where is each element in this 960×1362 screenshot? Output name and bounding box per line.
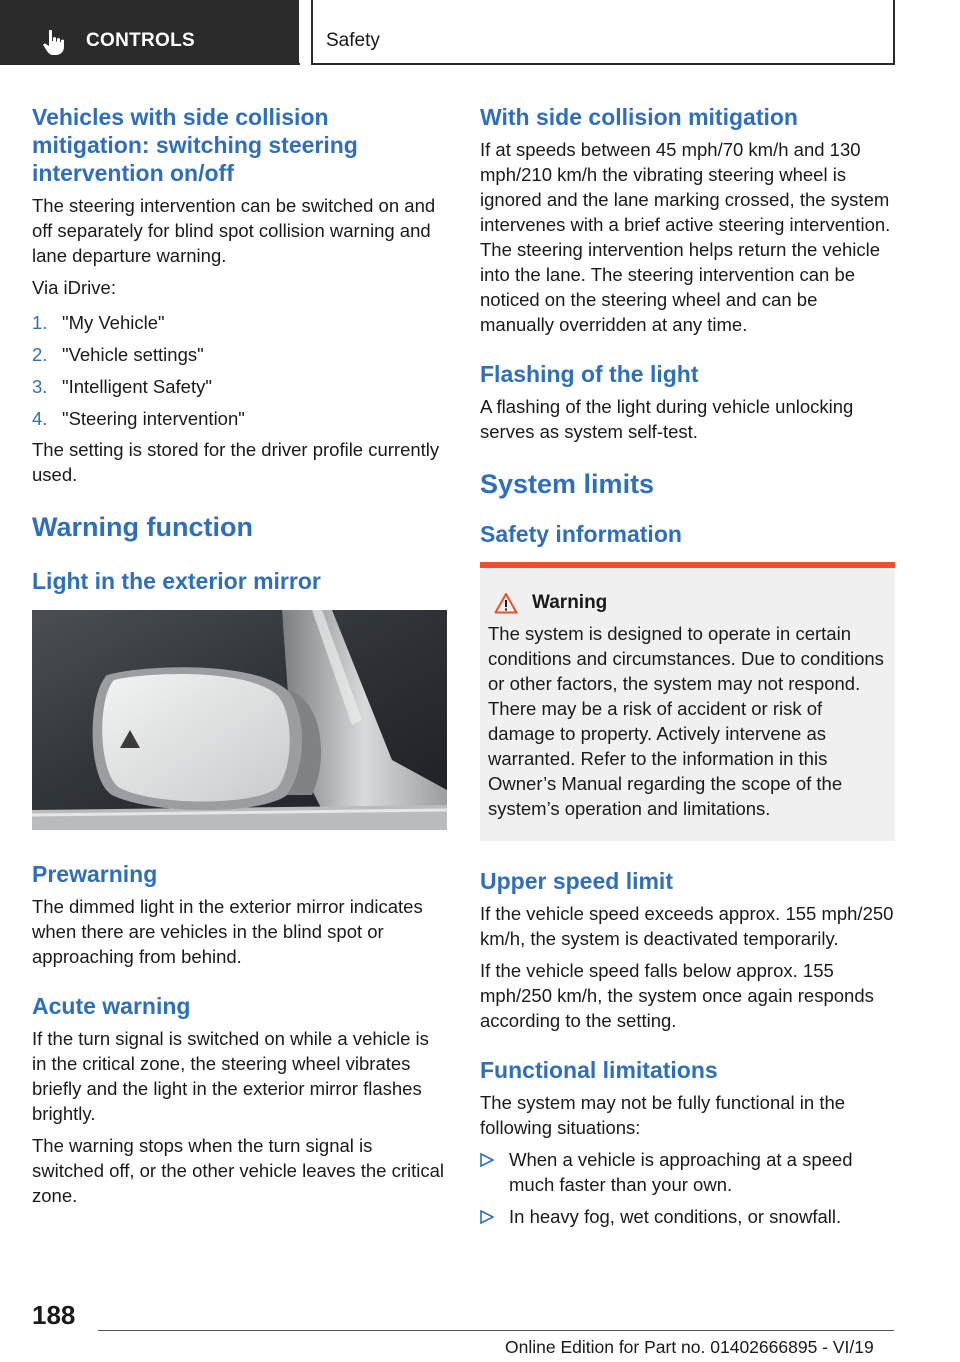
list-item [32, 374, 446, 399]
step-number: 4. [32, 408, 48, 429]
bullet-triangle-icon [480, 1153, 494, 1167]
paragraph-functional-limitations: The system may not be fully functional in the following situations: [480, 1092, 846, 1138]
paragraph-warning-stops: The warning stops when the turn signal is switched off, or the other vehicle leaves the critical zone. [32, 1135, 445, 1206]
limitation-text: In heavy fog, wet conditions, or snowfall. [509, 1206, 842, 1227]
header-tab-label: CONTROLS [86, 30, 196, 51]
heading-side-collision: With side collision mitigation [480, 104, 798, 130]
heading-steering-intervention: Vehicles with side collision mitigation: switching steering intervention on/off [32, 104, 358, 186]
heading-warning-function: Warning function [32, 512, 253, 542]
warning-header [488, 592, 887, 614]
warning-title: Warning [532, 592, 608, 613]
step-text: "Intelligent Safety" [62, 376, 212, 397]
limitations-list [480, 1147, 895, 1229]
paragraph-via-idrive: Via iDrive: [32, 277, 116, 298]
warning-box [480, 562, 895, 841]
header-edge [893, 0, 895, 65]
limitation-text: When a vehicle is approaching at a speed much faster than your own. [509, 1149, 853, 1195]
heading-acute-warning: Acute warning [32, 993, 191, 1019]
exterior-mirror-image [32, 610, 447, 830]
step-number: 3. [32, 376, 48, 397]
paragraph-flashing-light: A flashing of the light during vehicle unlocking serves as system self-test. [480, 396, 854, 442]
footer-edition: Online Edition for Part no. 01402666895 - VI/19 [505, 1337, 874, 1357]
paragraph-steering-intro: The steering intervention can be switched on and off separately for blind spot collision warning and lane departure warning. [32, 195, 436, 266]
heading-system-limits: System limits [480, 469, 655, 499]
paragraph-acute-warning: If the turn signal is switched on while a vehicle is in the critical zone, the steering wheel vibrates briefly and the light in the exterior mirror flashes brightly. [32, 1028, 429, 1124]
idrive-steps [32, 310, 446, 431]
warning-text: The system is designed to operate in certain conditions and circumstances. Due to conditions or other factors, the system may not respond. There may be a risk of accident or risk of damage to property. Actively intervene as warranted. Refer to the information in this Owner’s Manual regarding the scope of the system’s operation and limitations. [488, 623, 884, 819]
list-item [32, 342, 446, 367]
page-number: 188 [32, 1300, 76, 1330]
footer-rule [98, 1330, 894, 1331]
left-column [32, 100, 446, 1208]
heading-flashing-light: Flashing of the light [480, 361, 699, 387]
heading-functional-limitations: Functional limitations [480, 1057, 718, 1083]
warning-triangle-icon [494, 592, 518, 614]
paragraph-setting-stored: The setting is stored for the driver profile currently used. [32, 439, 440, 485]
paragraph-speed-exceeds: If the vehicle speed exceeds approx. 155 mph/250 km/h, the system is deactivated temporarily. [480, 903, 894, 949]
list-item [32, 310, 446, 335]
paragraph-prewarning: The dimmed light in the exterior mirror indicates when there are vehicles in the blind spot or approaching from behind. [32, 896, 423, 967]
header-divider [0, 63, 300, 65]
header-underline [311, 63, 895, 65]
list-item [480, 1147, 895, 1197]
step-text: "My Vehicle" [62, 312, 165, 333]
list-item [480, 1204, 895, 1229]
list-item [32, 406, 446, 431]
hand-pointer-icon [40, 28, 68, 56]
heading-safety-information: Safety information [480, 521, 682, 547]
header-tab [0, 0, 299, 64]
right-column [480, 100, 895, 1236]
step-text: "Vehicle settings" [62, 344, 204, 365]
heading-light-exterior-mirror: Light in the exterior mirror [32, 568, 321, 594]
heading-upper-speed-limit: Upper speed limit [480, 868, 673, 894]
heading-prewarning: Prewarning [32, 861, 158, 887]
step-number: 1. [32, 312, 48, 333]
step-number: 2. [32, 344, 48, 365]
header-separator [311, 0, 313, 64]
header-section-title: Safety [326, 30, 380, 51]
paragraph-speed-falls: If the vehicle speed falls below approx. 155 mph/250 km/h, the system once again responds according to the setting. [480, 960, 874, 1031]
bullet-triangle-icon [480, 1210, 494, 1224]
paragraph-side-collision: If at speeds between 45 mph/70 km/h and 130 mph/210 km/h the vibrating steering wheel is ignored and the lane marking crossed, the system intervenes with a brief active steering intervention. The steering intervention helps return the vehicle into the lane. The steering intervention can be noticed on the steering wheel and can be manually overridden at any time. [480, 139, 891, 335]
step-text: "Steering intervention" [62, 408, 245, 429]
